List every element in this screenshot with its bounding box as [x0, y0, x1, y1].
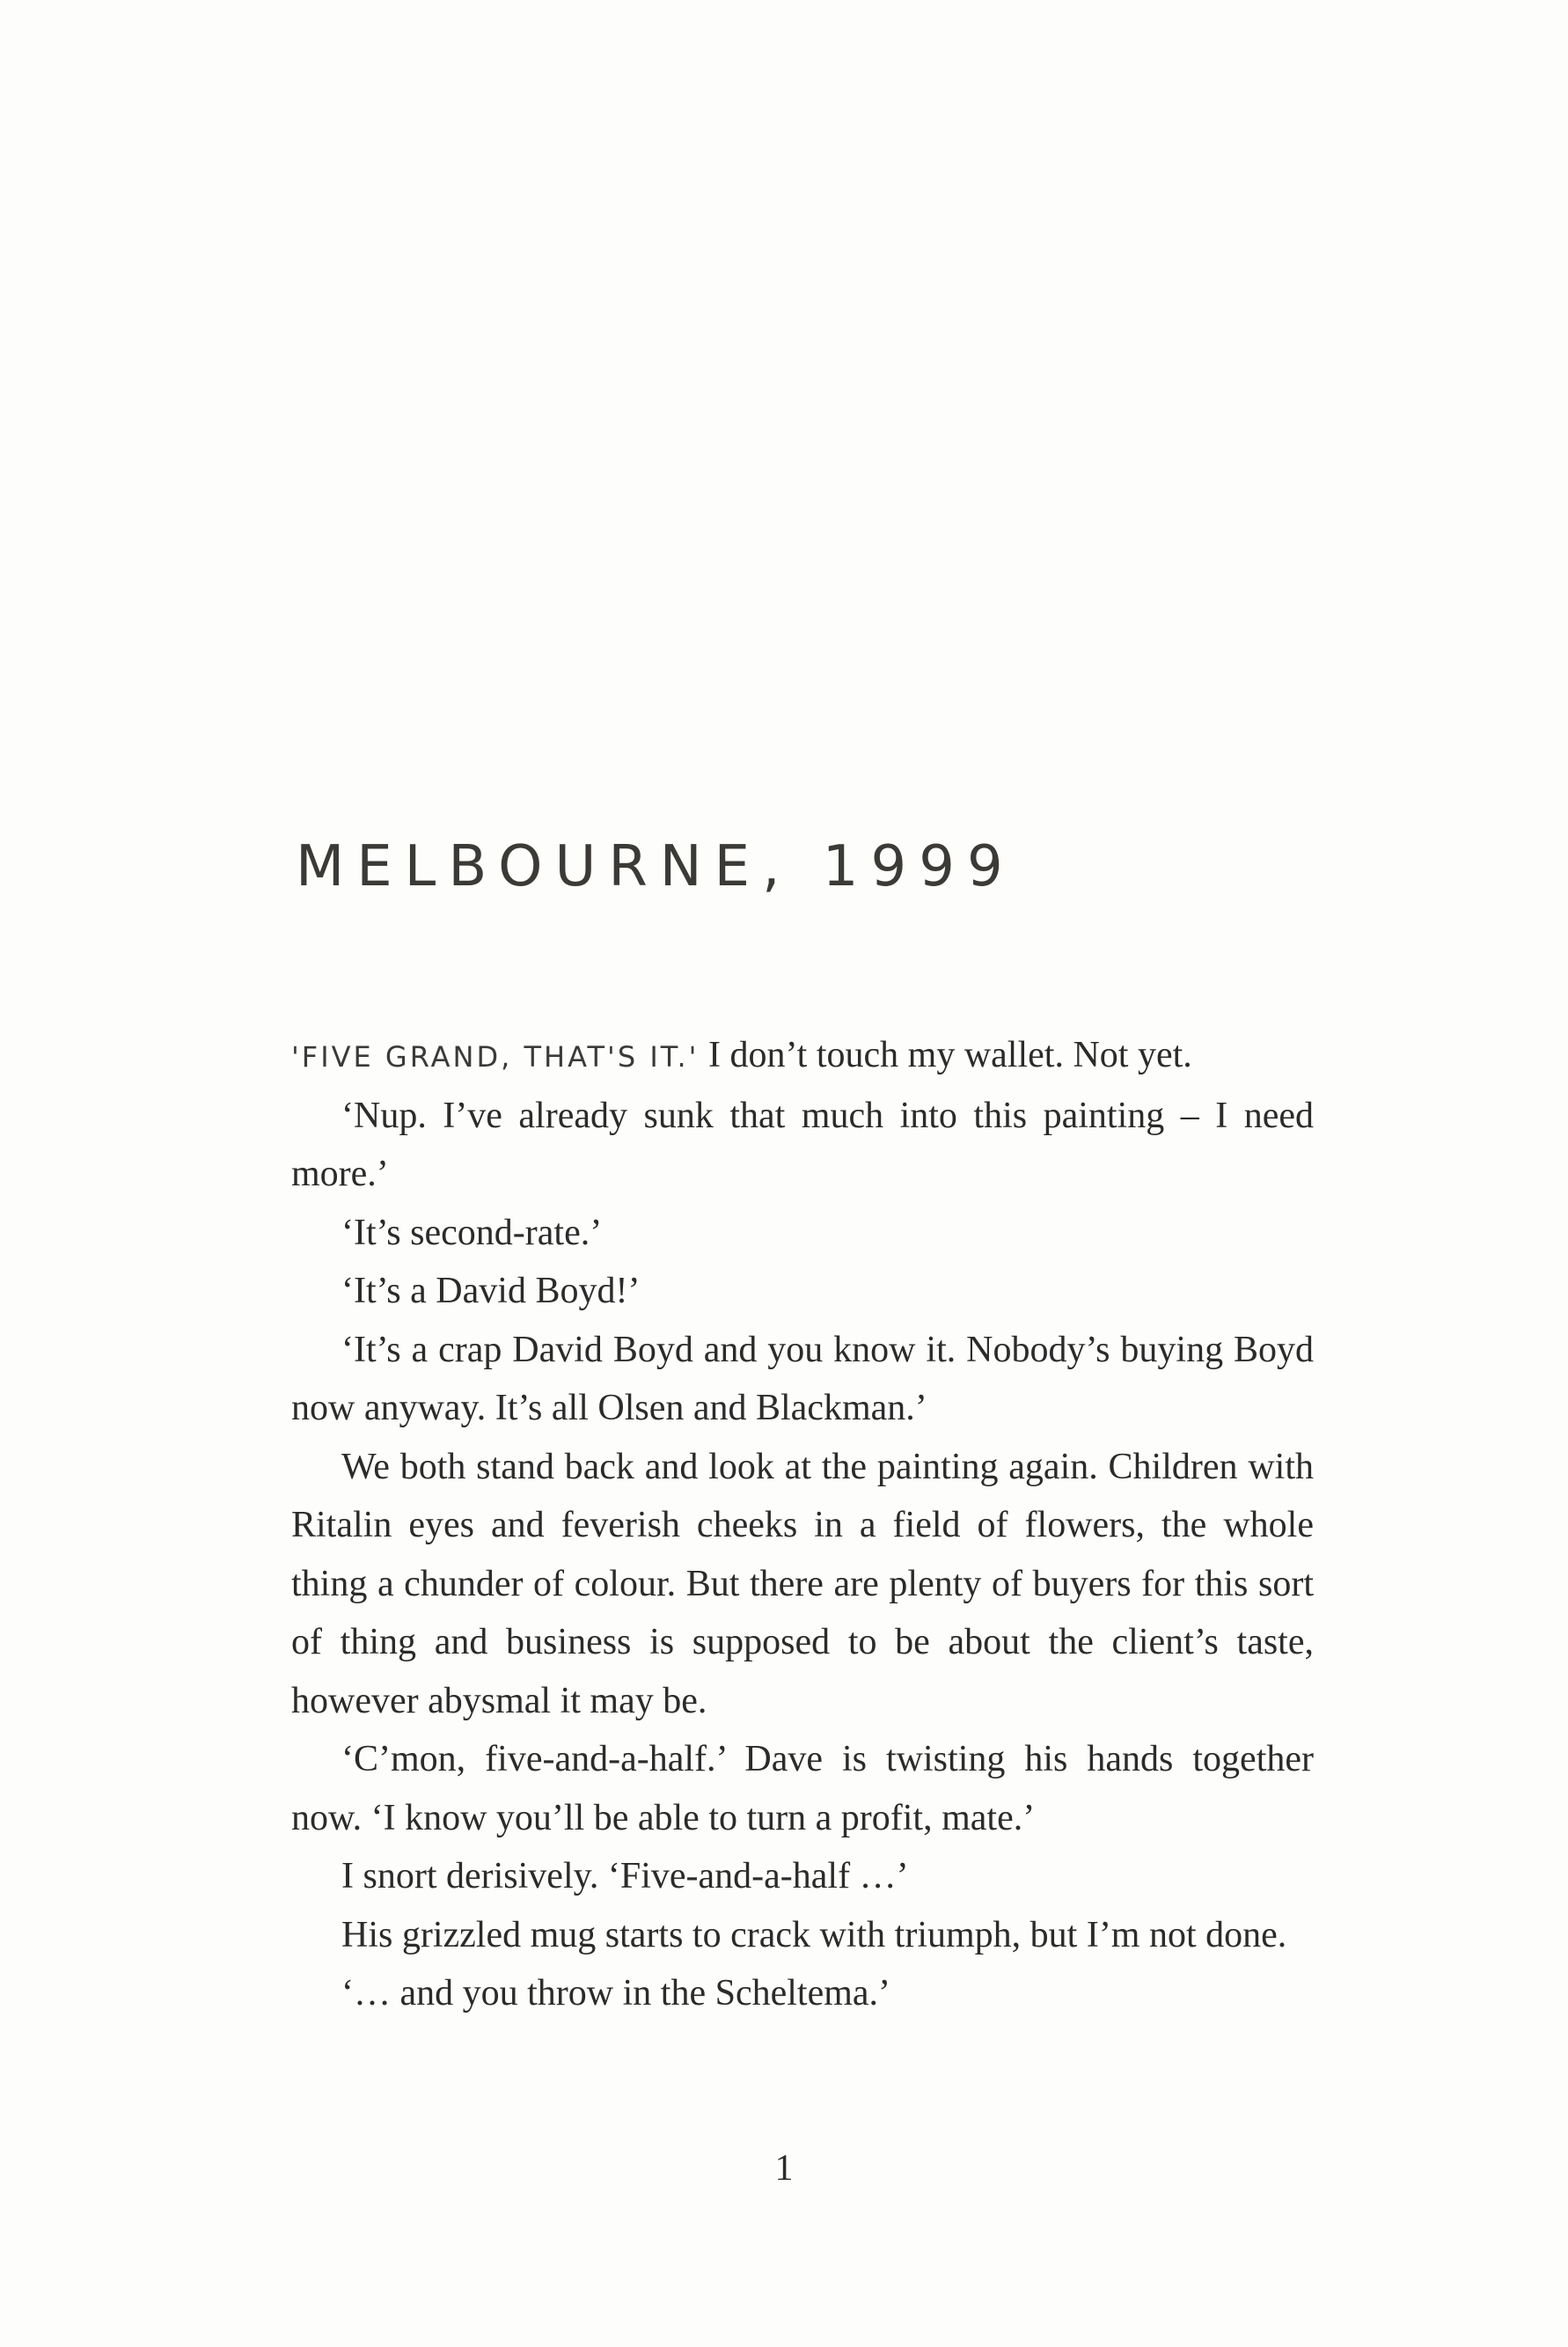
paragraph: ‘It’s a David Boyd!’	[341, 1271, 641, 1311]
chapter-body	[291, 1026, 1314, 2023]
chapter-title: MELBOURNE, 1999	[296, 834, 1015, 899]
page-number: 1	[774, 2148, 794, 2189]
paragraph: We both stand back and look at the painting again. Children with Ritalin eyes and feverish cheeks in a field of flowers, the whole thing a chunder of colour. But there are plenty of buyers for this sort of thing and business is supposed to be about the client’s taste, however abysmal it may be.	[291, 1446, 1314, 1721]
paragraph: I snort derisively. ‘Five-and-a-half …’	[341, 1856, 909, 1896]
opening-small-caps: 'FIVE GRAND, THAT'S IT.'	[291, 1040, 700, 1074]
paragraph-text: I don’t touch my wallet. Not yet.	[699, 1035, 1192, 1075]
paragraph: ‘It’s a crap David Boyd and you know it. Nobody’s buying Boyd now anyway. It’s all Olsen and Blackman.’	[291, 1329, 1314, 1428]
paragraph: ‘C’mon, five-and-a-half.’ Dave is twisting his hands together now. ‘I know you’ll be able to turn a profit, mate.’	[291, 1739, 1314, 1838]
paragraph: ‘Nup. I’ve already sunk that much into this painting – I need more.’	[291, 1095, 1314, 1194]
paragraph	[291, 1026, 1314, 1087]
paragraph: His grizzled mug starts to crack with triumph, but I’m not done.	[341, 1914, 1287, 1955]
paragraph: ‘It’s second-rate.’	[341, 1212, 603, 1253]
paragraph: ‘… and you throw in the Scheltema.’	[341, 1973, 891, 2013]
